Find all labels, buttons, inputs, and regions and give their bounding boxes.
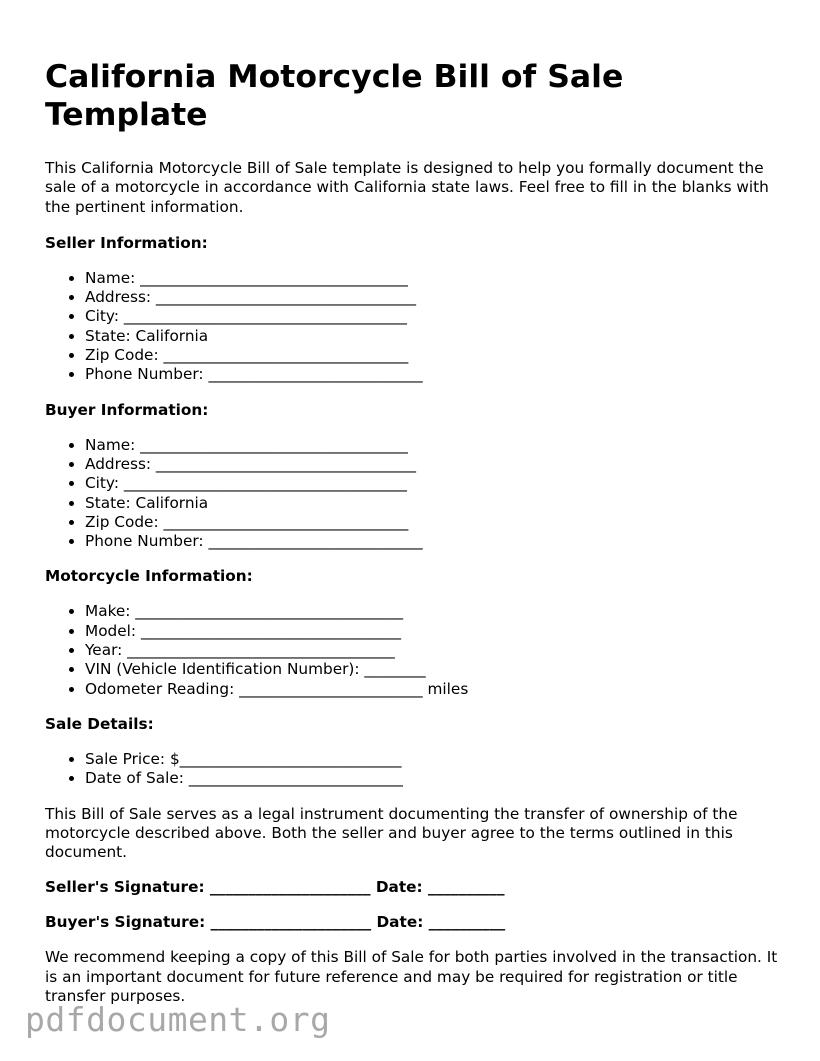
buyer-state-item: • State: California <box>85 494 785 513</box>
seller-state-item: • State: California <box>85 327 785 346</box>
seller-list <box>45 269 785 385</box>
sale-heading: Sale Details: <box>45 714 154 733</box>
watermark-text: pdfdocument.org <box>25 1000 331 1039</box>
motorcycle-vin-item: • VIN (Vehicle Identification Number): ________ <box>85 660 785 679</box>
buyer-list <box>45 436 785 552</box>
motorcycle-make-item: • Make: ___________________________________ <box>85 602 785 621</box>
motorcycle-year-item: • Year: ___________________________________ <box>85 641 785 660</box>
buyer-address-item: • Address: __________________________________ <box>85 455 785 474</box>
document-page <box>45 58 785 1006</box>
motorcycle-odometer-item: • Odometer Reading: ________________________ miles <box>85 680 785 699</box>
intro-paragraph: This California Motorcycle Bill of Sale template is designed to help you formally document the sale of a motorcycle in accordance with California state laws. Feel free to fill in the blanks with the pertinent information. <box>45 159 769 216</box>
page-title: California Motorcycle Bill of Sale Template <box>45 59 624 133</box>
seller-zip-item: • Zip Code: ________________________________ <box>85 346 785 365</box>
buyer-city-item: • City: _____________________________________ <box>85 474 785 493</box>
seller-city-item: • City: _____________________________________ <box>85 307 785 326</box>
sale-date-item: • Date of Sale: ____________________________ <box>85 769 785 788</box>
motorcycle-list <box>45 602 785 698</box>
final-note-paragraph: We recommend keeping a copy of this Bill of Sale for both parties involved in the transaction. It is an important document for future reference and may be required for registration or title transfer purposes. <box>45 948 778 1006</box>
seller-address-item: • Address: __________________________________ <box>85 288 785 307</box>
seller-signature-line: Seller's Signature: _____________________ Date: __________ <box>45 878 505 897</box>
sale-list <box>45 750 785 789</box>
sale-price-item: • Sale Price: $_____________________________ <box>85 750 785 769</box>
buyer-phone-item: • Phone Number: ____________________________ <box>85 532 785 551</box>
buyer-zip-item: • Zip Code: ________________________________ <box>85 513 785 532</box>
closing-paragraph: This Bill of Sale serves as a legal instrument documenting the transfer of ownership of the motorcycle described above. Both the seller and buyer agree to the terms outlined in this document. <box>45 804 738 862</box>
buyer-signature-line: Buyer's Signature: _____________________ Date: __________ <box>45 913 506 932</box>
motorcycle-heading: Motorcycle Information: <box>45 567 253 586</box>
buyer-heading: Buyer Information: <box>45 400 209 419</box>
seller-name-item: • Name: ___________________________________ <box>85 269 785 288</box>
motorcycle-model-item: • Model: __________________________________ <box>85 622 785 641</box>
seller-heading: Seller Information: <box>45 233 208 252</box>
buyer-name-item: • Name: ___________________________________ <box>85 436 785 455</box>
seller-phone-item: • Phone Number: ____________________________ <box>85 365 785 384</box>
